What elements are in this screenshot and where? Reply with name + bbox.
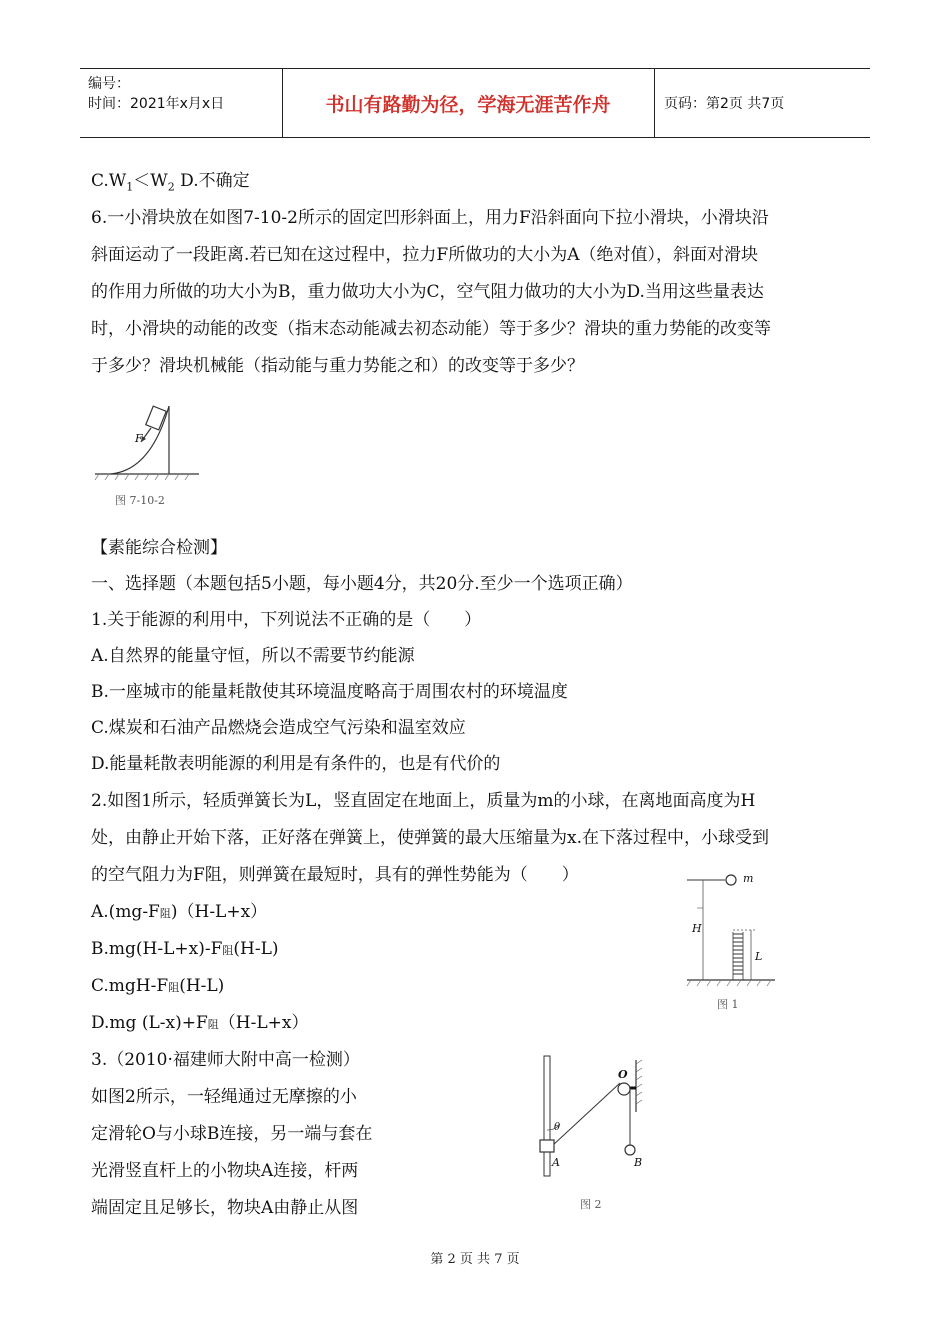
question-6-line-2: 斜面运动了一段距离.若已知在这过程中，拉力F所做功的大小为A（绝对值），斜面对滑块 — [91, 245, 758, 265]
force-label: F — [135, 432, 143, 445]
question-6-line-1: 6.一小滑块放在如图7-10-2所示的固定凹形斜面上，用力F沿斜面向下拉小滑块，小滑块沿 — [91, 208, 769, 228]
figure-caption: 图 2 — [580, 1198, 602, 1211]
question-2-option-c: C.mgH-F阻(H-L) — [91, 976, 225, 996]
header-motto: 书山有路勤为径，学海无涯苦作舟 — [282, 69, 655, 137]
question-6-line-3: 的作用力所做的功大小为B，重力做功大小为C，空气阻力做功的大小为D.当用这些量表达 — [91, 282, 764, 302]
date-label: 时间：2021年x月x日 — [88, 96, 225, 112]
question-2-line-2: 处，由静止开始下落，正好落在弹簧上，使弹簧的最大压缩量为x.在下落过程中，小球受到 — [91, 828, 769, 848]
question-1-option-a: A.自然界的能量守恒，所以不需要节约能源 — [91, 646, 415, 666]
section-heading: 【素能综合检测】 — [91, 538, 227, 558]
mass-label: m — [743, 872, 754, 885]
spring-diagram — [683, 868, 779, 1012]
question-2-option-d: D.mg (L-x)+F阻（H-L+x） — [91, 1013, 309, 1033]
question-1: 1.关于能源的利用中，下列说法不正确的是（ ） — [91, 610, 482, 630]
ball-b-label: B — [634, 1156, 643, 1169]
page-footer: 第 2 页 共 7 页 — [430, 1252, 520, 1267]
question-1-option-c: C.煤炭和石油产品燃烧会造成空气污染和温室效应 — [91, 718, 466, 738]
pulley-diagram — [526, 1052, 650, 1218]
question-3-line-1: 3.（2010·福建师大附中高一检测） — [91, 1050, 360, 1070]
figure-2 — [526, 1052, 650, 1218]
question-2-line-3: 的空气阻力为F阻，则弹簧在最短时，具有的弹性势能为（ ） — [91, 865, 579, 885]
length-label: L — [755, 950, 763, 963]
answer-line-c-d: $C.W_1<W_2$ D.不确定 — [91, 171, 250, 194]
figure-caption: 图 1 — [717, 998, 739, 1011]
question-6-line-5: 于多少？滑块机械能（指动能与重力势能之和）的改变等于多少？ — [91, 356, 584, 376]
height-label: H — [692, 922, 702, 935]
figure-caption: 图 7-10-2 — [115, 494, 165, 507]
header-meta — [80, 69, 283, 137]
page-header — [80, 68, 870, 138]
header-page-info: 页码：第2页 共7页 — [664, 96, 785, 112]
block-a-label: A — [552, 1156, 560, 1169]
question-3-line-3: 定滑轮O与小球B连接，另一端与套在 — [91, 1124, 373, 1144]
question-1-option-b: B.一座城市的能量耗散使其环境温度略高于周围农村的环境温度 — [91, 682, 568, 702]
question-6-line-4: 时，小滑块的动能的改变（指末态动能减去初态动能）等于多少？滑块的重力势能的改变等 — [91, 319, 771, 339]
question-3-line-2: 如图2所示，一轻绳通过无摩擦的小 — [91, 1087, 357, 1107]
question-1-option-d: D.能量耗散表明能源的利用是有条件的，也是有代价的 — [91, 754, 501, 774]
question-3-line-4: 光滑竖直杆上的小物块A连接，杆两 — [91, 1161, 359, 1181]
pulley-label: O — [618, 1068, 628, 1081]
question-2-option-b: B.mg(H-L+x)-F阻(H-L) — [91, 939, 279, 959]
angle-label: θ — [554, 1122, 561, 1133]
figure-7-10-2 — [91, 398, 203, 510]
question-3-line-5: 端固定且足够长，物块A由静止从图 — [91, 1198, 359, 1218]
question-2-line-1: 2.如图1所示，轻质弹簧长为L，竖直固定在地面上，质量为m的小球，在离地面高度为H — [91, 791, 756, 811]
question-2-option-a: A.(mg-F阻)（H-L+x） — [91, 902, 268, 922]
code-label: 编号： — [88, 76, 130, 92]
figure-1 — [683, 868, 779, 1012]
part-1-heading: 一、选择题（本题包括5小题，每小题4分，共20分.至少一个选项正确） — [91, 574, 633, 594]
